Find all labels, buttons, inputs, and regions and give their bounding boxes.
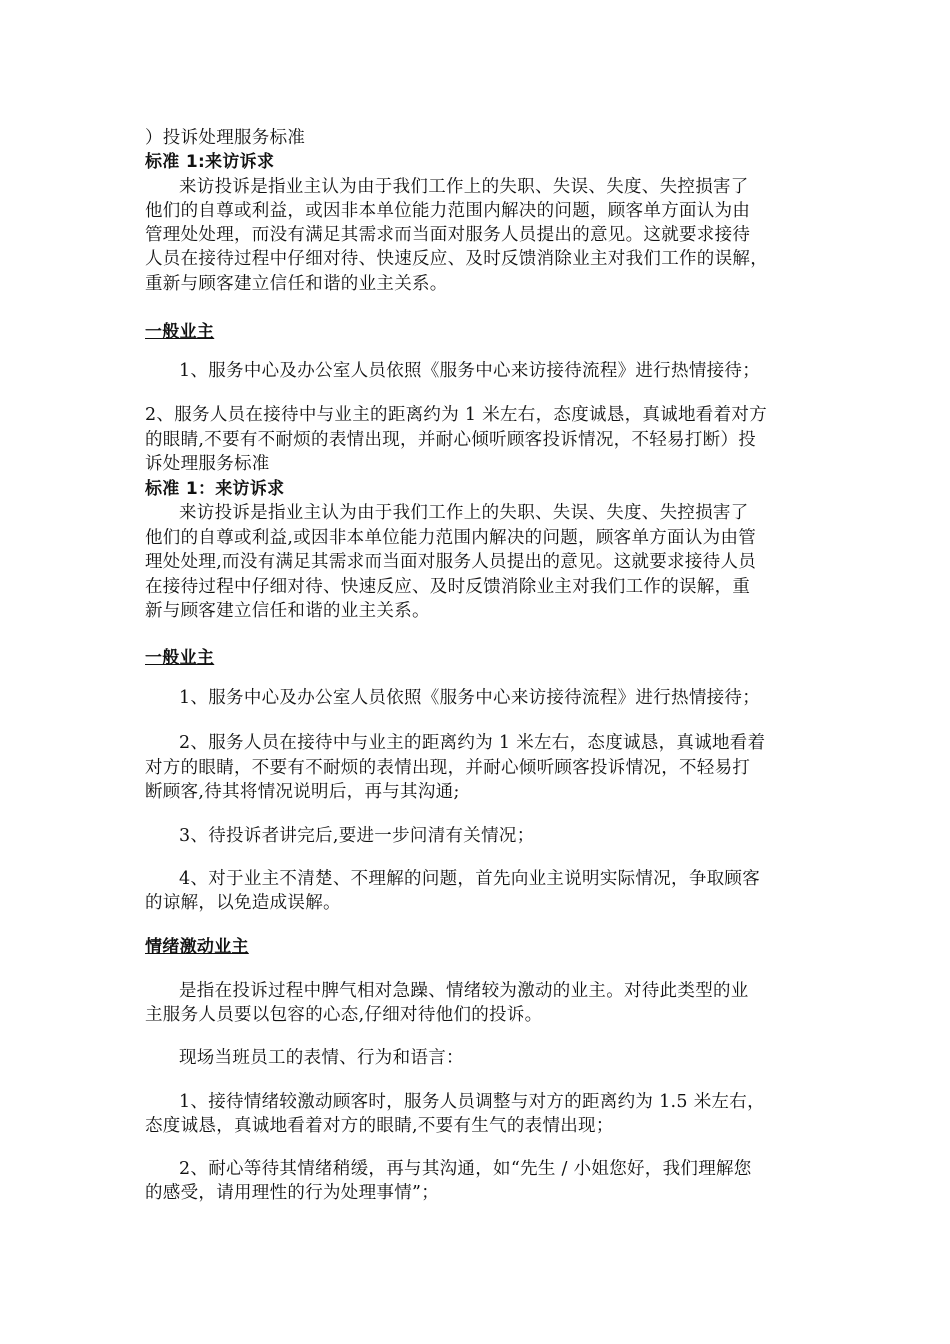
list-item: 1、服务中心及办公室人员依照《服务中心来访接待流程》进行热情接待； — [179, 688, 761, 708]
paragraph-line: 现场当班员工的表情、行为和语言： — [179, 1048, 464, 1068]
list-item: 2、服务人员在接待中与业主的距离约为 1 米左右，态度诚恳，真诚地看着对方 — [145, 405, 767, 425]
intro-line: 来访投诉是指业主认为由于我们工作上的失职、失误、失度、失控损害了 — [179, 177, 749, 197]
intro-line: 他们的自尊或利益，或因非本单位能力范围内解决的问题，顾客单方面认为由 — [145, 201, 751, 221]
list-item-line: 的眼睛,不要有不耐烦的表情出现，并耐心倾听顾客投诉情况，不轻易打断）投 — [145, 430, 757, 450]
intro-line: 理处处理,而没有满足其需求而当面对服务人员提出的意见。这就要求接待人员 — [145, 552, 757, 572]
list-item: 2、服务人员在接待中与业主的距离约为 1 米左右，态度诚恳，真诚地看着 — [179, 733, 766, 753]
paragraph-line: 是指在投诉过程中脾气相对急躁、情绪较为激动的业主。对待此类型的业 — [179, 981, 749, 1001]
list-item-line: 诉处理服务标准 — [145, 454, 270, 474]
list-item: 1、接待情绪较激动顾客时，服务人员调整与对方的距离约为 1.5 米左右， — [179, 1092, 765, 1112]
emotional-owner-heading: 情绪激动业主 — [145, 937, 249, 957]
section-title: ）投诉处理服务标准 — [145, 128, 306, 148]
intro-line: 在接待过程中仔细对待、快速反应、及时反馈消除业主对我们工作的误解，重 — [145, 577, 751, 597]
intro-line: 重新与顾客建立信任和谐的业主关系。 — [145, 274, 448, 294]
list-item: 3、待投诉者讲完后,要进一步问清有关情况； — [179, 826, 535, 846]
standard-heading: 标准 1:来访诉求 — [145, 152, 275, 172]
list-item: 4、对于业主不清楚、不理解的问题，首先向业主说明实际情况，争取顾客 — [179, 869, 761, 889]
standard-heading: 标准 1：来访诉求 — [145, 479, 285, 499]
list-item-line: 态度诚恳，真诚地看着对方的眼睛,不要有生气的表情出现； — [145, 1116, 614, 1136]
intro-line: 人员在接待过程中仔细对待、快速反应、及时反馈消除业主对我们工作的误解， — [145, 249, 768, 269]
list-item-line: 对方的眼睛，不要有不耐烦的表情出现，并耐心倾听顾客投诉情况，不轻易打 — [145, 758, 751, 778]
general-owner-heading: 一般业主 — [145, 648, 215, 668]
paragraph-line: 主服务人员要以包容的心态,仔细对待他们的投诉。 — [145, 1005, 543, 1025]
general-owner-heading: 一般业主 — [145, 322, 215, 342]
intro-line: 他们的自尊或利益,或因非本单位能力范围内解决的问题，顾客单方面认为由管 — [145, 528, 757, 548]
list-item: 1、服务中心及办公室人员依照《服务中心来访接待流程》进行热情接待； — [179, 361, 761, 381]
list-item-line: 的谅解，以免造成误解。 — [145, 893, 341, 913]
intro-line: 来访投诉是指业主认为由于我们工作上的失职、失误、失度、失控损害了 — [179, 503, 749, 523]
list-item-line: 的感受，请用理性的行为处理事情”； — [145, 1183, 440, 1203]
list-item-line: 断顾客,待其将情况说明后，再与其沟通; — [145, 782, 460, 802]
list-item: 2、耐心等待其情绪稍缓，再与其沟通，如“先生 / 小姐您好，我们理解您 — [179, 1159, 752, 1179]
intro-line: 新与顾客建立信任和谐的业主关系。 — [145, 601, 430, 621]
intro-line: 管理处处理，而没有满足其需求而当面对服务人员提出的意见。这就要求接待 — [145, 225, 751, 245]
